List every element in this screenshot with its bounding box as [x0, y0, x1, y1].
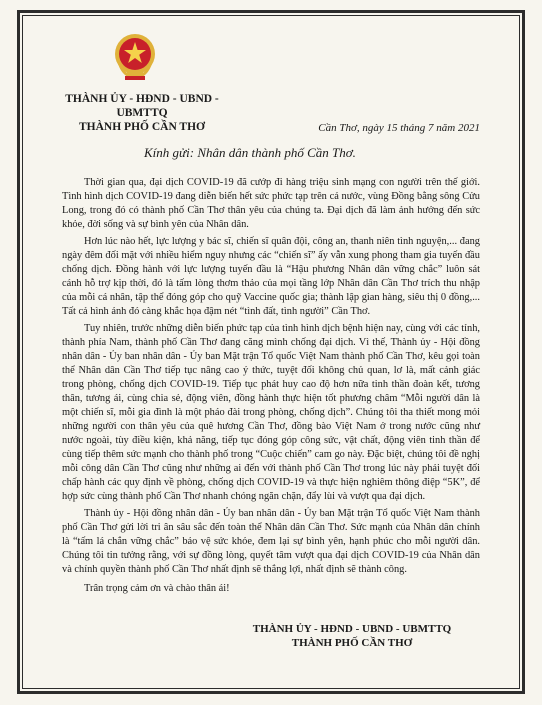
- letter-date: Cần Thơ, ngày 15 tháng 7 năm 2021: [318, 122, 480, 134]
- salutation: Kính gửi: Nhân dân thành phố Cần Thơ.: [144, 145, 356, 160]
- signature-block: [252, 622, 452, 650]
- issuer-header: [62, 92, 222, 134]
- paragraph: Thời gian qua, đại dịch COVID-19 đã cướp đi hàng triệu sinh mạng con người trên thế giới. Tình hình dịch COVID-19 đang diễn biến hết sức phức tạp trên cả nước, vùng Đồng bằng sông Cửu Long, trong đó có thành phố Cần Thơ thân yêu của chúng ta. Đại dịch đã làm ảnh hưởng đến sức khỏe, đời sống và sự bình yên của Nhân dân.: [62, 177, 480, 230]
- paragraph: Tuy nhiên, trước những diễn biến phức tạp của tình hình dịch bệnh hiện nay, cùng với các tỉnh, thành phía Nam, thành phố Cần Thơ đang căng mình chống đại dịch. Vì thế, Thành ủy - Hội đồng nhân dân - Ủy ban nhân dân - Ủy ban Mặt trận Tổ quốc Việt Nam thành phố Cần Thơ, kêu gọi toàn thể Nhân dân Cần Thơ tiếp tục nâng cao ý thức, tuyệt đối không chủ quan, lơ là, mất cảnh giác trong phòng, chống dịch COVID-19. Tiếp tục phát huy cao độ hơn nữa tinh thần đoàn kết, tương thân, tương ái, cùng chia sẻ, động viên, đồng hành thực hiện tốt phương châm “Mỗi người dân là một chiến sĩ, mỗi gia đình là một pháo đài trong phòng, chống dịch”. Chúng tôi tha thiết mong mỏi những người con thân yêu của quê hương Cần Thơ, đồng bào Việt Nam ở trong nước cũng như nước ngoài, tùy điều kiện, khả năng, tiếp tục đóng góp công sức, vật chất, động viên tinh thần để cùng tiếp thêm sức mạnh cho thành phố trong “Cuộc chiến” cam go này. Đặc biệt, chúng tôi đề nghị mỗi công dân Cần Thơ cũng như những ai đến với thành phố Cần Thơ trong lúc này phải tuyệt đối chấp hành các quy định về phòng, chống dịch COVID-19 và thực hiện nghiêm thông điệp “5K”, để hợp sức cùng thành phố Cần Thơ nhanh chóng ngăn chặn, đẩy lùi và vượt qua đại dịch.: [62, 323, 480, 502]
- paragraph: Thành ủy - Hội đồng nhân dân - Ủy ban nhân dân - Ủy ban Mặt trận Tổ quốc Việt Nam thành phố Cần Thơ gửi lời tri ân sâu sắc đến toàn thể Nhân dân Cần Thơ. Sức mạnh của Nhân dân chính là “tấm lá chắn vững chắc” bảo vệ sức khỏe, đem lại sự bình yên, hạnh phúc cho mỗi người dân. Chúng tôi tin tưởng rằng, với sự đồng lòng, quyết tâm vượt qua đại dịch COVID-19 của Nhân dân và chính quyền thành phố Cần Thơ nhất định sẽ thắng lợi, nhất định sẽ thành công.: [62, 508, 480, 575]
- signature-line-2: THÀNH PHỐ CẦN THƠ: [291, 637, 413, 649]
- closing-line: Trân trọng cảm ơn và chào thân ái!: [84, 583, 230, 594]
- letter-body: [62, 176, 480, 580]
- national-emblem-icon: [113, 32, 157, 82]
- issuer-line-1: THÀNH ỦY - HĐND - UBND - UBMTTQ: [65, 93, 219, 119]
- signature-line-1: THÀNH ỦY - HĐND - UBND - UBMTTQ: [252, 623, 452, 635]
- issuer-line-2: THÀNH PHỐ CẦN THƠ: [79, 121, 205, 133]
- paragraph: Hơn lúc nào hết, lực lượng y bác sĩ, chiến sĩ quân đội, công an, thanh niên tình nguyện,... đang ngày đêm đối mặt với nhiều hiểm nguy nhưng các “chiến sĩ” ấy vẫn xung phong tham gia tuyến đầu chống dịch. Đồng hành với lực lượng tuyến đầu là “Hậu phương Nhân dân vững chắc” luôn sát cánh hỗ trợ kịp thời, đó là tấm lòng thơm thảo của mọi tầng lớp Nhân dân Cần Thơ trích thu nhập của mỗi cá nhân, tập thể đóng góp cho quỹ Vaccine quốc gia; thành lập gian hàng, siêu thị 0 đồng,... Tất cả hình ảnh đó càng khắc họa đậm nét “tình đất, tình người” Cần Thơ.: [62, 236, 480, 317]
